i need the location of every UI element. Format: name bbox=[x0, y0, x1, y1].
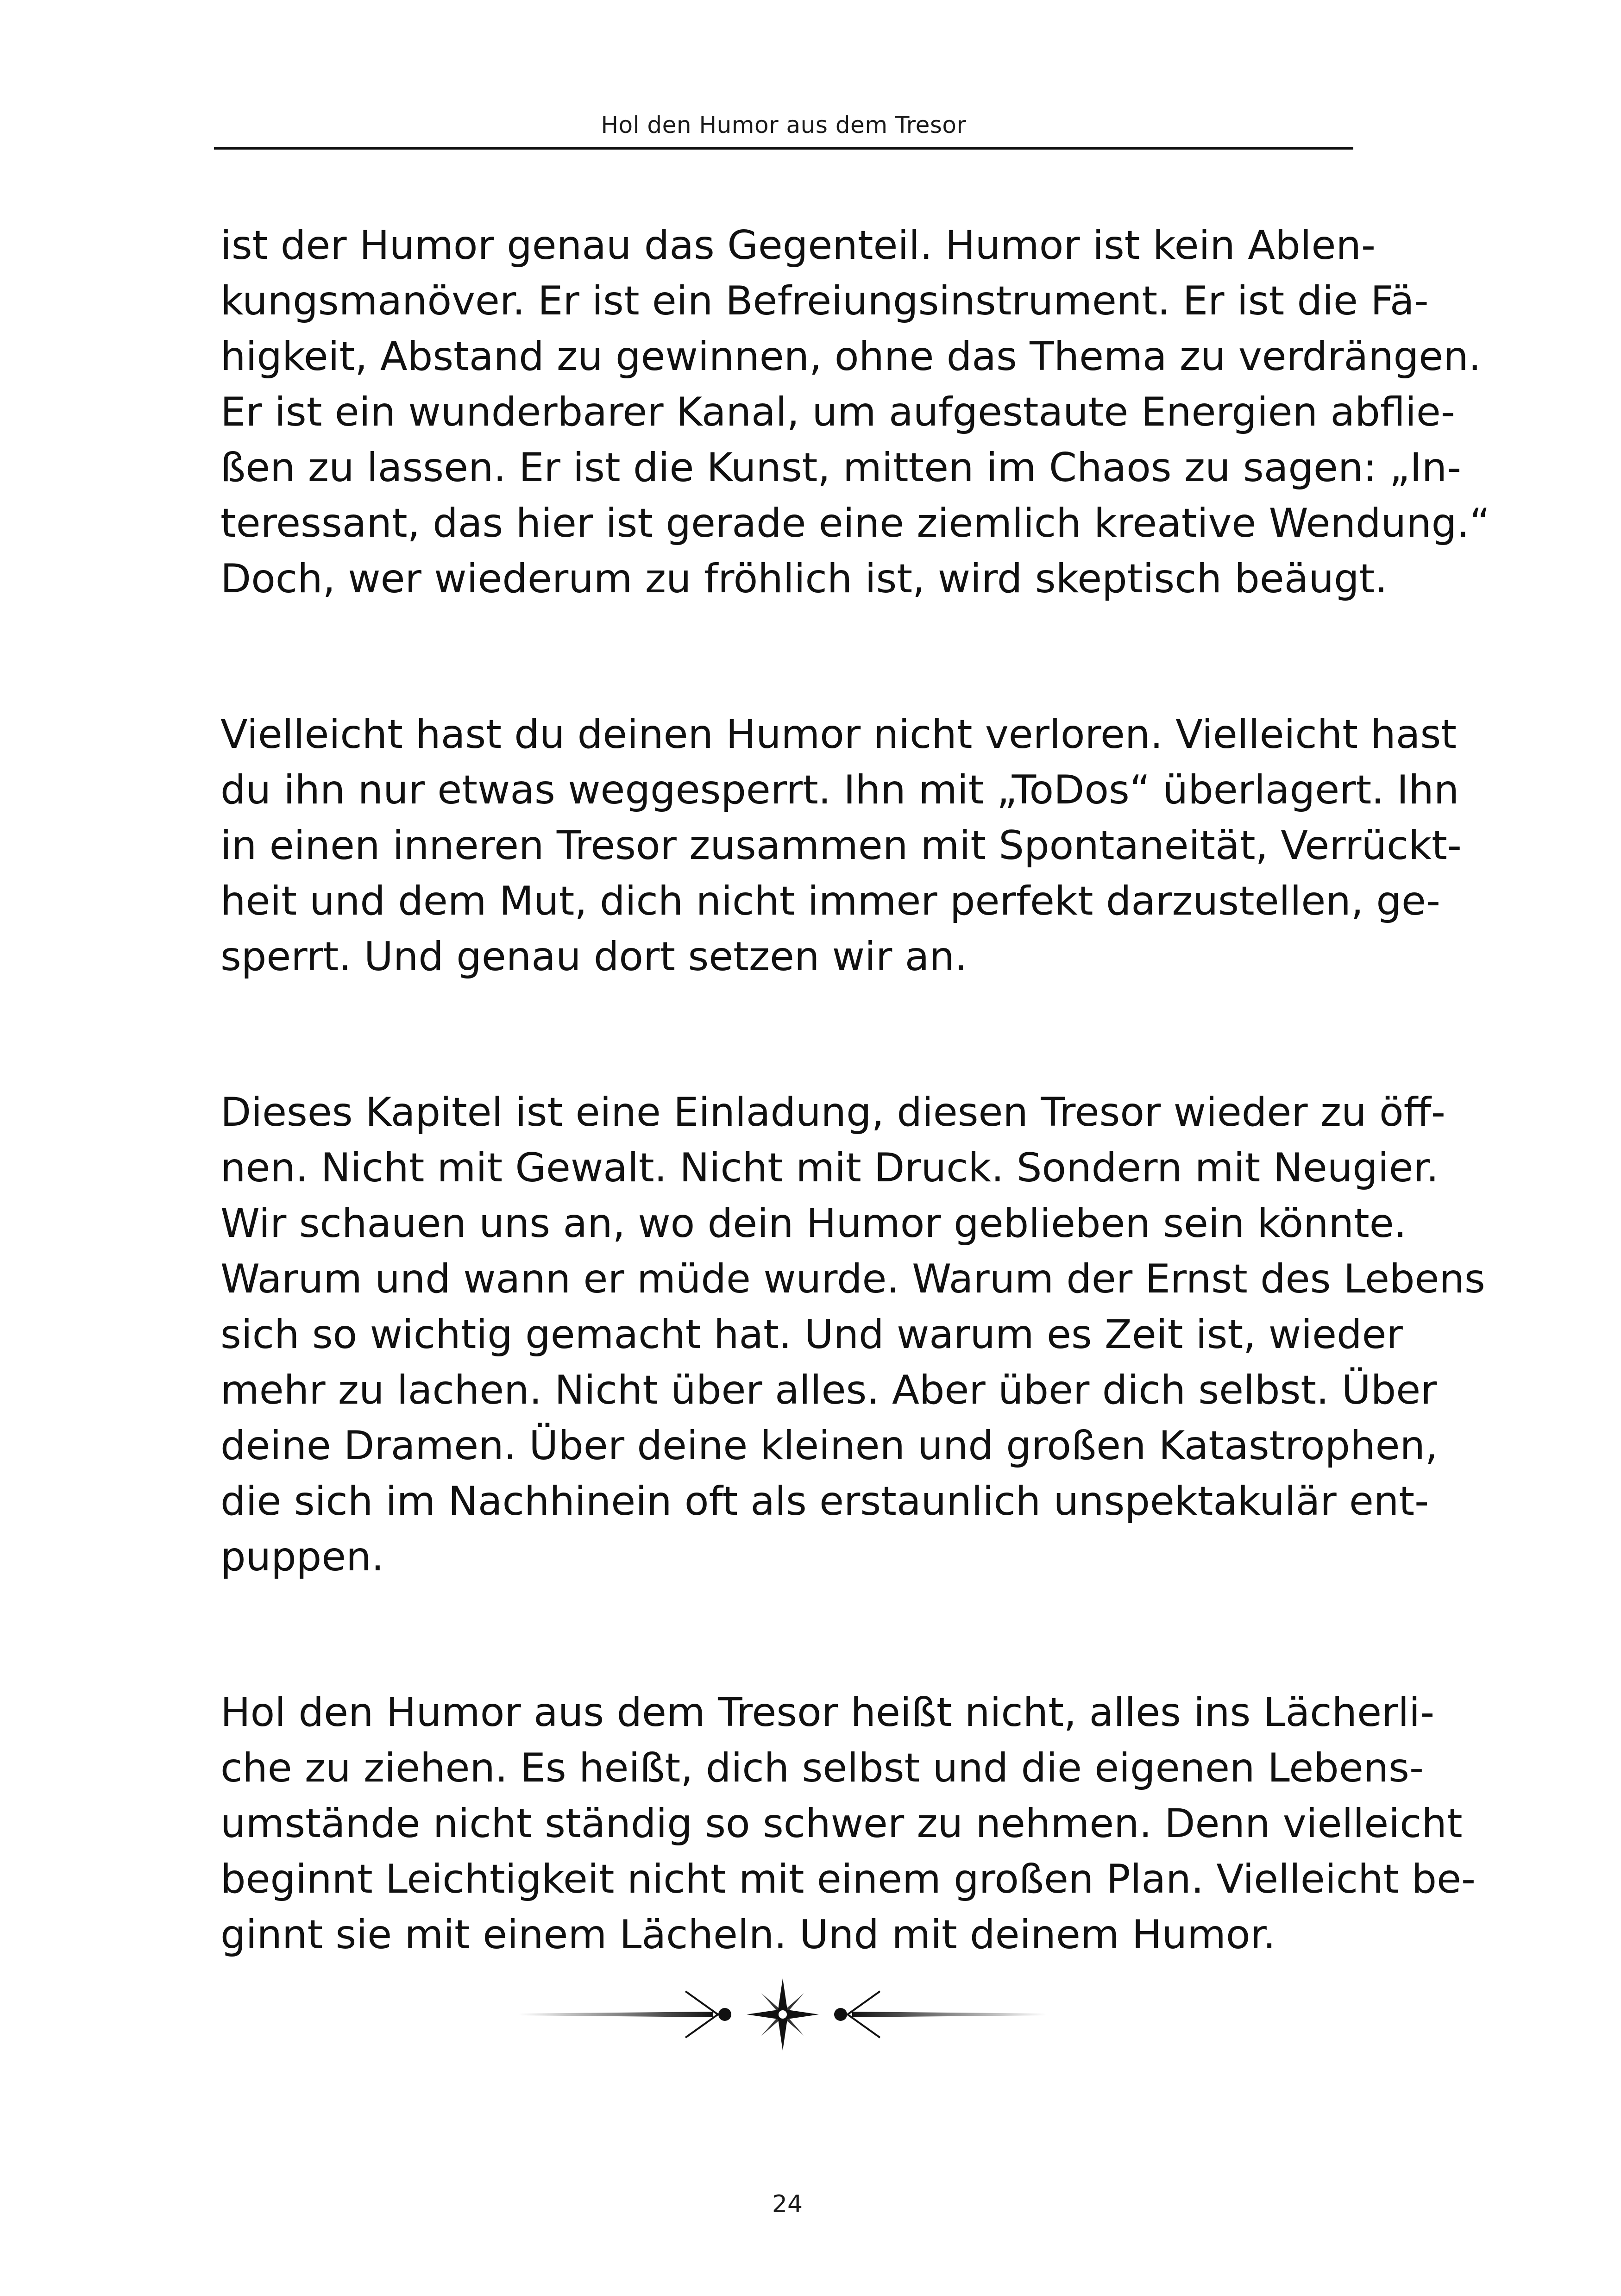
text-line: nen. Nicht mit Gewalt. Nicht mit Druck. Sondern mit Neugier. bbox=[220, 1145, 1439, 1191]
text-line: che zu ziehen. Es heißt, dich selbst und die eigenen Lebens- bbox=[220, 1745, 1424, 1791]
star-divider-icon bbox=[519, 1977, 1047, 2051]
paragraph-3 bbox=[220, 1085, 1485, 1585]
running-title: Hol den Humor aus dem Tresor bbox=[601, 112, 967, 138]
text-line: Wir schauen uns an, wo dein Humor geblieben sein könnte. bbox=[220, 1200, 1407, 1247]
text-line: mehr zu lachen. Nicht über alles. Aber über dich selbst. Über bbox=[220, 1367, 1437, 1413]
paragraph-2 bbox=[220, 707, 1462, 985]
text-line: heit und dem Mut, dich nicht immer perfekt darzustellen, ge- bbox=[220, 878, 1440, 924]
text-line: higkeit, Abstand zu gewinnen, ohne das Thema zu verdrängen. bbox=[220, 333, 1482, 380]
text-line: die sich im Nachhinein oft als erstaunlich unspektakulär ent- bbox=[220, 1478, 1429, 1524]
text-line: Doch, wer wiederum zu fröhlich ist, wird skeptisch beäugt. bbox=[220, 556, 1388, 602]
text-line: Vielleicht hast du deinen Humor nicht verloren. Vielleicht hast bbox=[220, 711, 1457, 758]
paragraph-4 bbox=[220, 1685, 1476, 1963]
text-line: umstände nicht ständig so schwer zu nehmen. Denn vielleicht bbox=[220, 1800, 1463, 1847]
text-line: du ihn nur etwas weggesperrt. Ihn mit „ToDos“ überlagert. Ihn bbox=[220, 767, 1459, 813]
text-line: Hol den Humor aus dem Tresor heißt nicht, alles ins Lächerli- bbox=[220, 1689, 1435, 1736]
text-line: ginnt sie mit einem Lächeln. Und mit deinem Humor. bbox=[220, 1912, 1276, 1958]
page-number: 24 bbox=[772, 2190, 803, 2218]
text-line: deine Dramen. Über deine kleinen und großen Katastrophen, bbox=[220, 1423, 1438, 1469]
text-line: Er ist ein wunderbarer Kanal, um aufgestaute Energien abflie- bbox=[220, 389, 1455, 435]
text-line: sich so wichtig gemacht hat. Und warum es Zeit ist, wieder bbox=[220, 1311, 1403, 1358]
paragraph-1 bbox=[220, 218, 1490, 607]
text-line: sperrt. Und genau dort setzen wir an. bbox=[220, 934, 968, 980]
text-line: kungsmanöver. Er ist ein Befreiungsinstrument. Er ist die Fä- bbox=[220, 278, 1429, 324]
text-line: ist der Humor genau das Gegenteil. Humor ist kein Ablen- bbox=[220, 222, 1376, 269]
text-line: beginnt Leichtigkeit nicht mit einem großen Plan. Vielleicht be- bbox=[220, 1856, 1476, 1902]
text-line: ßen zu lassen. Er ist die Kunst, mitten im Chaos zu sagen: „In- bbox=[220, 445, 1462, 491]
text-line: Dieses Kapitel ist eine Einladung, diesen Tresor wieder zu öff- bbox=[220, 1089, 1445, 1135]
body-text bbox=[220, 218, 1490, 2063]
header-rule bbox=[214, 147, 1353, 150]
text-line: Warum und wann er müde wurde. Warum der Ernst des Lebens bbox=[220, 1256, 1485, 1302]
text-line: in einen inneren Tresor zusammen mit Spontaneität, Verrückt- bbox=[220, 822, 1462, 869]
text-line: puppen. bbox=[220, 1534, 384, 1580]
text-line: teressant, das hier ist gerade eine ziemlich kreative Wendung.“ bbox=[220, 500, 1490, 546]
